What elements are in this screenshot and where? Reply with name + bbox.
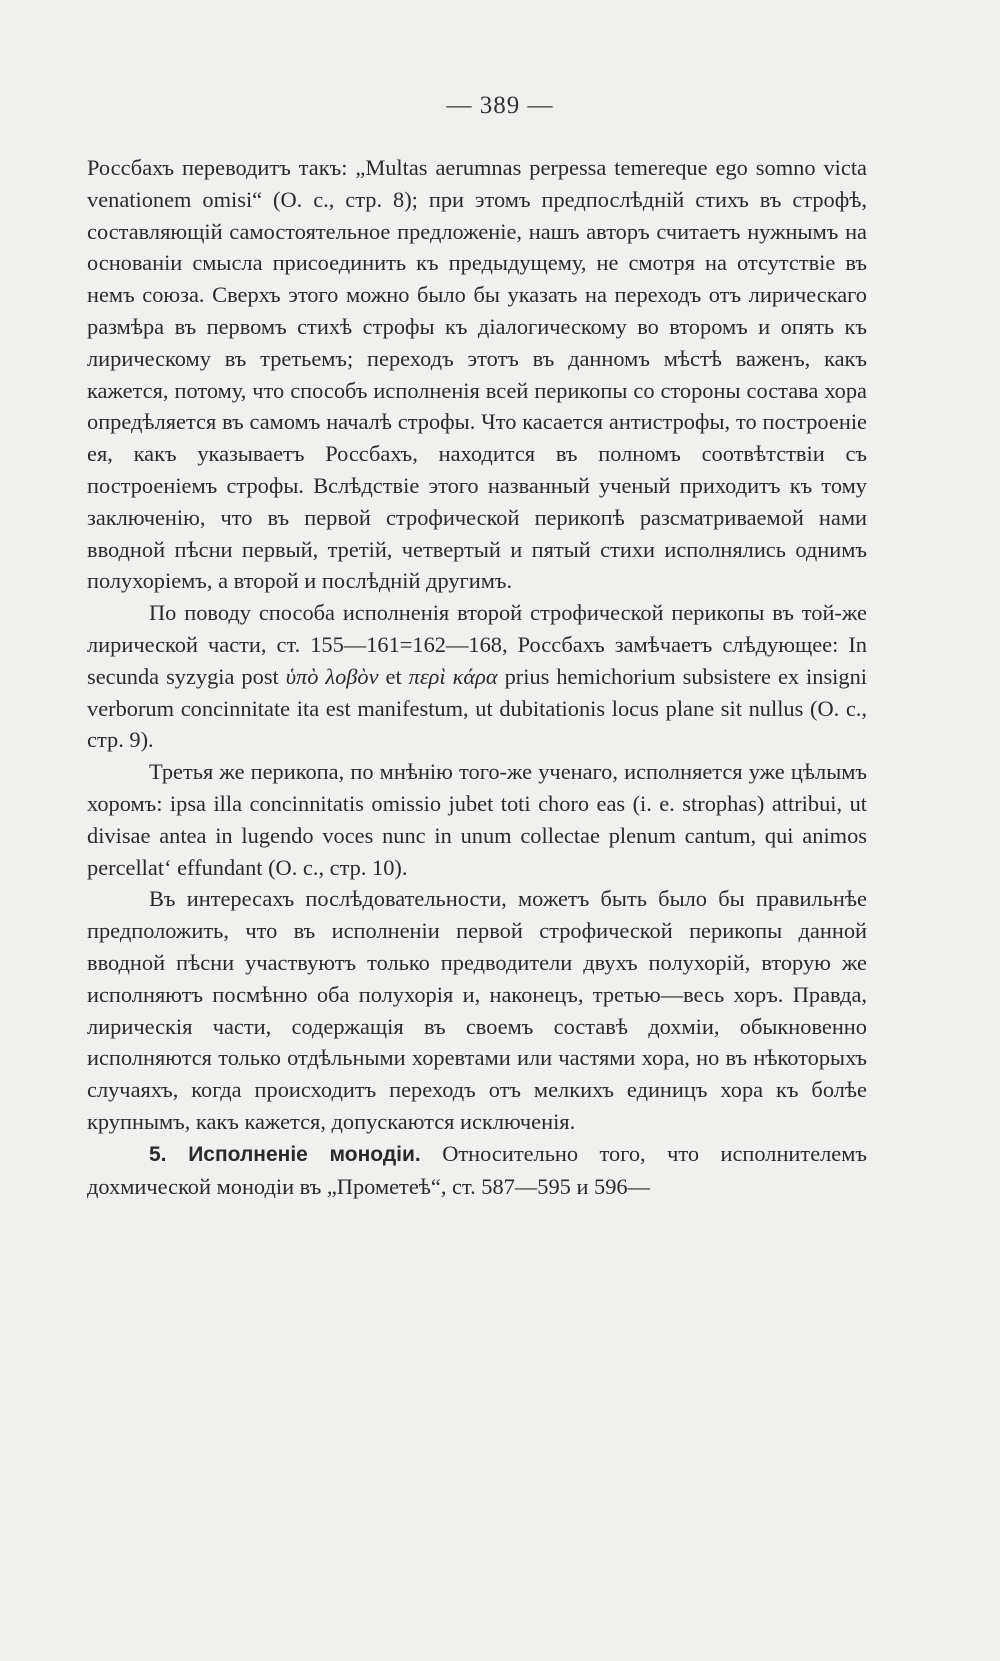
paragraph-5-text: Относительно того, что исполнителемъ дохмической монодiи въ „Прометеѣ“, ст. 587—595 и 596— (87, 1140, 867, 1199)
paragraph-4 (87, 883, 867, 1137)
paragraph-2 (87, 597, 867, 756)
paragraph-2-text-after: prius hemichorium subsistere ex insigni verborum concinnitate ita est manifestum, ut dubitationis locus plane sit nullus (O. c., стр. 9). (87, 663, 867, 753)
paragraph-2-text-before: По поводу способа исполненiя второй строфической перикопы въ той-же лирической части, ст. 155—161=162—168, Россбахъ замѣчаетъ слѣдующее: In secunda syzygia post (87, 600, 867, 689)
page-number: — 389 — (446, 92, 554, 119)
paragraph-5 (87, 1138, 867, 1203)
paragraph-2-text-middle: et (378, 663, 409, 689)
paragraph-3-text: Третья же перикопа, по мнѣнiю того-же ученаго, исполняется уже цѣлымъ хоромъ: ipsa illa concinnitatis omissio jubet toti choro eas (i. e. strophas) attribui, ut divisae antea in lugendo voces nunc in unum collectae plenum cantum, qui animos percellat‘ effundant (O. c., стр. 10). (87, 759, 867, 880)
greek-phrase-2: περὶ κάρα (408, 663, 498, 689)
greek-phrase-1: ὑπὸ λοβὸν (285, 663, 379, 689)
paragraph-3 (87, 756, 867, 883)
paragraph-1 (87, 152, 867, 597)
paragraph-4-text: Въ интересахъ послѣдовательности, можетъ быть было бы правильнѣе предположить, что въ исполненiи первой строфической перикопы данной вводной пѣсни участвуютъ только предводители двухъ полухорiй, вторую же исполняютъ посмѣнно оба полухорiя и, наконецъ, третью—весь хоръ. Правда, лирическiя части, содержащiя въ своемъ составѣ дохмiи, обыкновенно исполняются только отдѣльными хоревтами или частями хора, но въ нѣкоторыхъ случаяхъ, когда происходитъ переходъ отъ мелкихъ единицъ хора къ болѣе крупнымъ, какъ кажется, допускаются исключенiя. (87, 886, 867, 1134)
paragraph-1-text: Россбахъ переводитъ такъ: „Multas aerumnas perpessa temereque ego somno victa venationem omisi“ (O. c., стр. 8); при этомъ предпослѣднiй стихъ въ строфѣ, составляющiй самостоятельное предложенiе, нашъ авторъ считаетъ нужнымъ на основанiи смысла присоединить къ предыдущему, не смотря на отсутствiе въ немъ союза. Сверхъ этого можно было бы указать на переходъ отъ лирическаго размѣра въ первомъ стихѣ строфы къ дiалогическому во второмъ и опять къ лирическому въ третьемъ; переходъ этотъ въ данномъ мѣстѣ важенъ, какъ кажется, потому, что способъ исполненiя всей перикопы со стороны состава хора опредѣляется въ самомъ началѣ строфы. Что касается антистрофы, то построенiе ея, какъ указываетъ Россбахъ, находится въ полномъ соотвѣтствiи съ построенiемъ строфы. Вслѣдствiе этого названный ученый приходитъ къ тому заключенiю, что въ первой строфической перикопѣ разсматриваемой нами вводной пѣсни первый, третiй, четвертый и пятый стихи исполнялись однимъ полухорiемъ, а второй и послѣднiй другимъ. (87, 155, 867, 594)
section-heading: 5. Исполненiе монодiи. (149, 1142, 421, 1166)
body-text (87, 152, 867, 1202)
